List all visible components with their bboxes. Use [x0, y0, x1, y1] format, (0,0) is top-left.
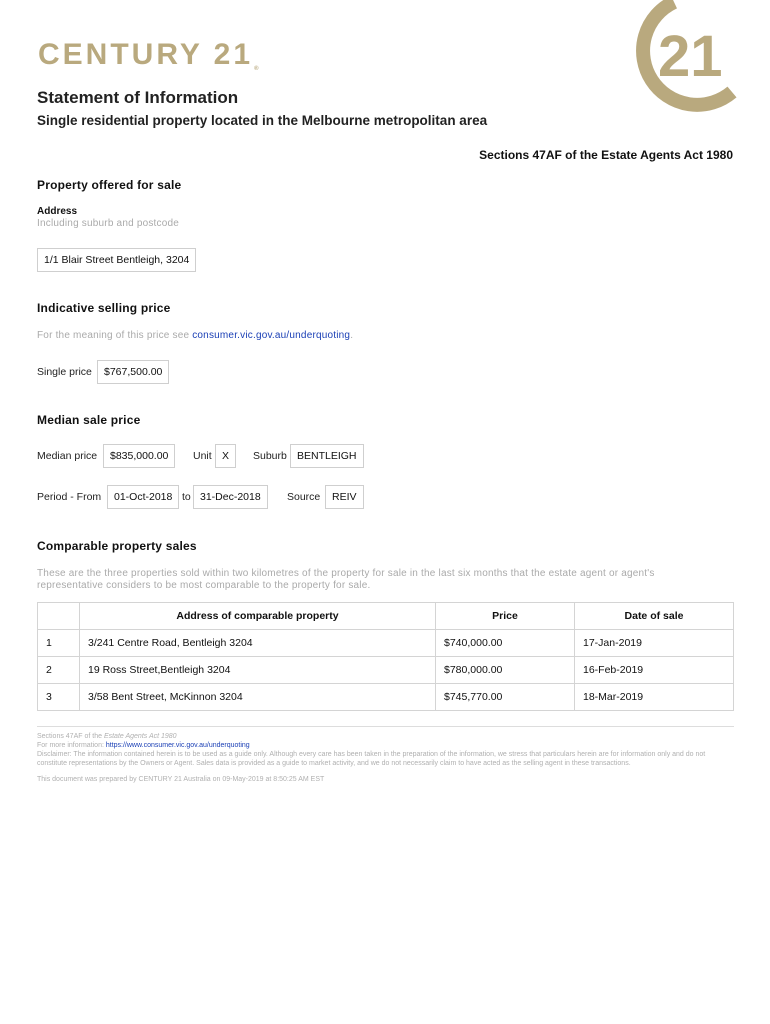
unit-label: Unit	[193, 450, 212, 462]
page-subtitle: Single residential property located in the Melbourne metropolitan area	[37, 113, 488, 128]
footer-underquoting-link[interactable]: https://www.consumer.vic.gov.au/underquoting	[105, 742, 250, 749]
row-price: $745,770.00	[436, 684, 575, 711]
trademark-mark: ®	[254, 66, 259, 72]
column-header-date: Date of sale	[575, 603, 734, 630]
comparable-sales-table	[37, 602, 734, 711]
row-date: 16-Feb-2019	[575, 657, 734, 684]
century21-wordmark: CENTURY 21®	[38, 38, 259, 72]
median-heading: Median sale price	[37, 413, 141, 427]
column-header-number	[38, 603, 80, 630]
unit-field: X	[215, 444, 236, 468]
footer-prepared-line: This document was prepared by CENTURY 21 Australia on 09-May-2019 at 8:50:25 AM EST	[37, 776, 325, 783]
median-price-label: Median price	[37, 450, 98, 462]
comparable-heading: Comparable property sales	[37, 539, 197, 553]
row-date: 18-Mar-2019	[575, 684, 734, 711]
century21-seal-icon	[612, 0, 738, 112]
column-header-address: Address of comparable property	[80, 603, 436, 630]
suburb-label: Suburb	[253, 450, 287, 462]
address-hint: Including suburb and postcode	[37, 218, 180, 229]
underquoting-link[interactable]: consumer.vic.gov.au/underquoting	[192, 330, 351, 341]
table-header-row	[38, 603, 734, 630]
row-price: $780,000.00	[436, 657, 575, 684]
table-row	[38, 630, 734, 657]
address-field: 1/1 Blair Street Bentleigh, 3204	[37, 248, 196, 272]
seal-number: 21	[658, 24, 723, 89]
page-title: Statement of Information	[37, 88, 239, 107]
table-row	[38, 684, 734, 711]
footer-info-line: For more information: https://www.consumer.vic.gov.au/underquoting	[37, 742, 250, 749]
footer-act-line: Sections 47AF of the Estate Agents Act 1980	[37, 733, 177, 740]
period-from-label: Period - From	[37, 491, 102, 503]
row-number: 2	[38, 657, 80, 684]
table-row	[38, 657, 734, 684]
source-label: Source	[287, 491, 321, 503]
row-price: $740,000.00	[436, 630, 575, 657]
footer-divider	[37, 726, 734, 727]
single-price-field: $767,500.00	[97, 360, 169, 384]
median-price-field: $835,000.00	[103, 444, 175, 468]
single-price-label: Single price	[37, 366, 92, 378]
row-number: 1	[38, 630, 80, 657]
suburb-field: BENTLEIGH	[290, 444, 364, 468]
price-meaning-text: For the meaning of this price see consumer.vic.gov.au/underquoting.	[37, 330, 354, 341]
property-heading: Property offered for sale	[37, 178, 182, 192]
column-header-price: Price	[436, 603, 575, 630]
row-address: 3/58 Bent Street, McKinnon 3204	[80, 684, 436, 711]
comparable-description-line2: representative considers to be most comparable to the property for sale.	[37, 580, 371, 591]
row-date: 17-Jan-2019	[575, 630, 734, 657]
period-to-field: 31-Dec-2018	[193, 485, 268, 509]
comparable-description-line1: These are the three properties sold within two kilometres of the property for sale in the last six months that the estate agent or agent's	[37, 568, 655, 579]
row-address: 3/241 Centre Road, Bentleigh 3204	[80, 630, 436, 657]
indicative-heading: Indicative selling price	[37, 301, 171, 315]
source-field: REIV	[325, 485, 364, 509]
period-from-field: 01-Oct-2018	[107, 485, 179, 509]
period-to-label: to	[182, 491, 191, 503]
address-label: Address	[37, 206, 78, 217]
row-number: 3	[38, 684, 80, 711]
act-reference: Sections 47AF of the Estate Agents Act 1980	[479, 148, 733, 162]
footer-disclaimer: Disclaimer: The information contained herein is to be used as a guide only. Although every care has been taken in the preparation of the information, we stress that particulars herein are for information only and do not constitute representations by the Owners or Agent. Sales data is provided as a guide to market activity, and we do not necessarily claim to have acted as the selling agent in these transactions.	[37, 751, 706, 767]
row-address: 19 Ross Street,Bentleigh 3204	[80, 657, 436, 684]
